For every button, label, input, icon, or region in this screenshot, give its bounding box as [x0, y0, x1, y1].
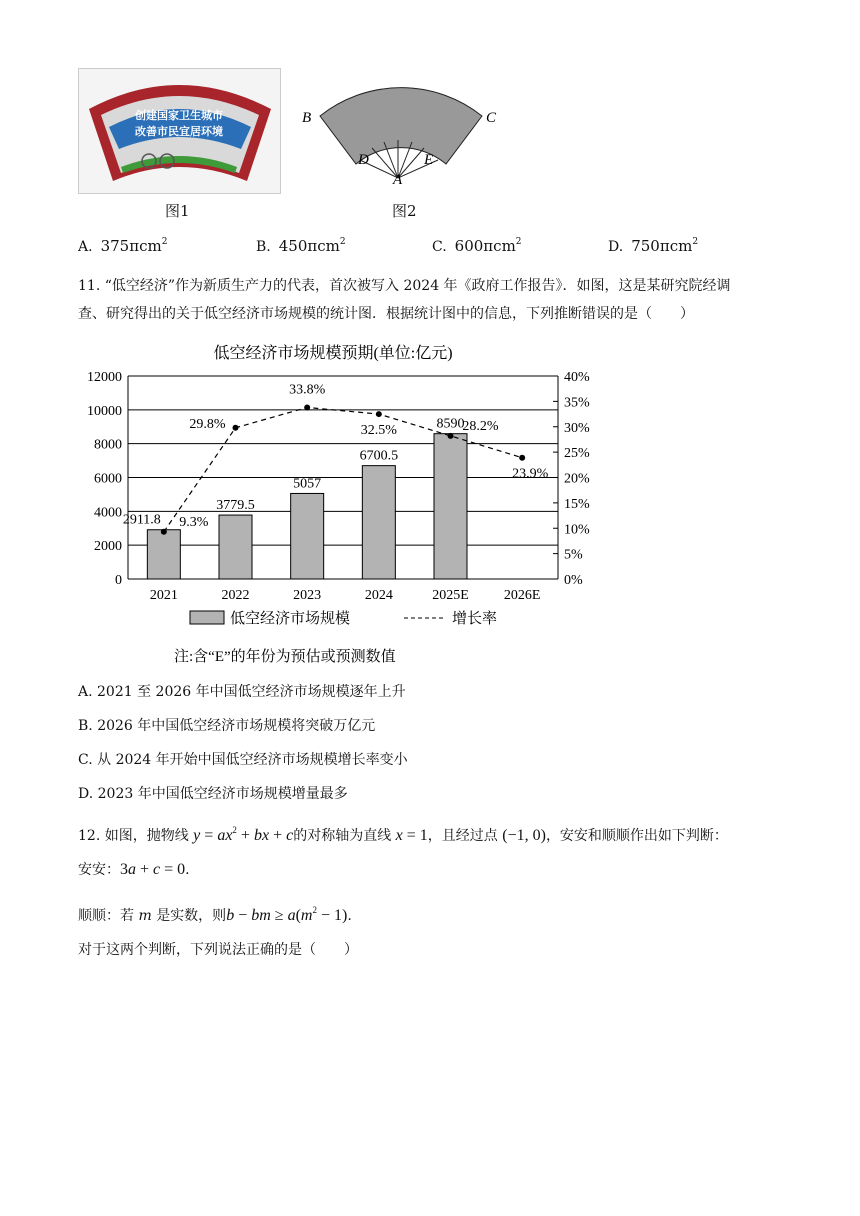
q11-option-d[interactable]: D. 2023 年中国低空经济市场规模增量最多 — [78, 786, 348, 802]
bar — [219, 515, 252, 579]
figure-1-photo — [78, 68, 281, 194]
growth-rate-label: 32.5% — [360, 423, 397, 439]
bar — [434, 434, 467, 579]
figure-2-fan — [296, 66, 508, 190]
q12-anan-judgment: 安安：3a + c = 0. — [78, 861, 190, 878]
left-tick-label: 4000 — [94, 505, 122, 521]
bar — [147, 530, 180, 579]
growth-point — [161, 529, 167, 535]
q11-option-a[interactable]: A. 2021 至 2026 年中国低空经济市场规模逐年上升 — [78, 684, 406, 700]
legend-bar-swatch — [190, 611, 224, 624]
x-tick-label: 2026E — [503, 588, 541, 603]
chart-title: 低空经济市场规模预期(单位:亿元) — [213, 345, 453, 362]
bar — [362, 466, 395, 579]
right-tick-label: 30% — [564, 420, 590, 436]
left-tick-label: 12000 — [87, 370, 122, 385]
label-C: C — [486, 110, 497, 126]
legend-line-label: 增长率 — [452, 611, 498, 627]
label-A: A — [393, 172, 403, 188]
left-tick-label: 6000 — [94, 471, 122, 487]
bar — [291, 493, 324, 579]
fan-banner-illustration — [79, 69, 280, 193]
growth-point — [519, 455, 525, 461]
q10-option-b[interactable]: B. 450πcm$^2$ — [256, 237, 346, 255]
figure-2-caption: 图2 — [392, 202, 417, 220]
left-tick-label: 0 — [115, 573, 122, 588]
figure-1-caption: 图1 — [165, 202, 190, 220]
right-tick-label: 15% — [564, 496, 590, 512]
right-tick-label: 35% — [564, 395, 590, 411]
growth-point — [376, 411, 382, 417]
growth-point — [233, 425, 239, 431]
q10-option-c[interactable]: C. 600πcm$^2$ — [432, 237, 522, 255]
label-D: D — [358, 152, 369, 168]
left-tick-label: 2000 — [94, 539, 122, 555]
growth-rate-label: 28.2% — [462, 418, 499, 434]
growth-rate-label: 29.8% — [189, 416, 226, 432]
right-tick-label: 40% — [564, 370, 590, 385]
left-tick-label: 8000 — [94, 437, 122, 453]
x-tick-label: 2025E — [432, 588, 469, 603]
label-B: B — [302, 110, 312, 126]
bar-value-label: 2911.8 — [122, 512, 161, 528]
left-tick-label: 10000 — [87, 403, 122, 419]
x-tick-label: 2022 — [221, 588, 250, 603]
right-tick-label: 5% — [564, 547, 583, 563]
x-tick-label: 2023 — [293, 588, 322, 603]
q11-stem-line2: 查、研究得出的关于低空经济市场规模的统计图．根据统计图中的信息，下列推断错误的是（ ） — [78, 306, 694, 322]
label-E: E — [424, 152, 434, 168]
bar-value-label: 5057 — [293, 476, 322, 492]
bar-value-label: 8590 — [436, 416, 465, 432]
q10-option-a[interactable]: A. 375πcm$^2$ — [78, 237, 168, 255]
bar-value-label: 3779.5 — [216, 498, 255, 514]
q10-option-d[interactable]: D. 750πcm$^2$ — [608, 237, 699, 255]
x-tick-label: 2024 — [364, 588, 393, 603]
growth-point — [448, 433, 454, 439]
chart-note: 注:含“E”的年份为预估或预测数值 — [174, 649, 396, 665]
q11-option-c[interactable]: C. 从 2024 年开始中国低空经济市场规模增长率变小 — [78, 752, 408, 768]
q12-question: 对于这两个判断，下列说法正确的是（ ） — [78, 942, 358, 958]
growth-rate-label: 33.8% — [289, 382, 326, 398]
q11-option-b[interactable]: B. 2026 年中国低空经济市场规模将突破万亿元 — [78, 718, 376, 734]
legend-bar-label: 低空经济市场规模 — [230, 611, 351, 627]
right-tick-label: 10% — [564, 522, 590, 538]
growth-point — [304, 404, 310, 410]
banner-line2: 改善市民宜居环境 — [135, 126, 223, 138]
growth-rate-label: 23.9% — [512, 466, 549, 482]
right-tick-label: 0% — [564, 573, 583, 588]
banner-line1: 创建国家卫生城市 — [135, 110, 223, 122]
q12-stem-line1: 12. 如图，抛物线 $y = ax^2$ + bx + c的对称轴为直线 x = 1，且经过点 (−1, 0)，安安和顺顺作出如下判断： — [78, 825, 728, 844]
market-size-chart — [60, 338, 620, 668]
bar-value-label: 6700.5 — [359, 448, 399, 464]
right-tick-label: 25% — [564, 446, 590, 462]
right-tick-label: 20% — [564, 471, 590, 487]
q11-stem-line1: 11. “低空经济”作为新质生产力的代表，首次被写入 2024 年《政府工作报告》．如图，这是某研究院经调 — [78, 278, 731, 294]
x-tick-label: 2021 — [149, 588, 178, 603]
q12-shunshun-judgment: 顺顺：若 m 是实数，则b − bm ≥ $a(m^2 - 1)$. — [78, 905, 352, 924]
growth-rate-label: 9.3% — [179, 514, 209, 530]
